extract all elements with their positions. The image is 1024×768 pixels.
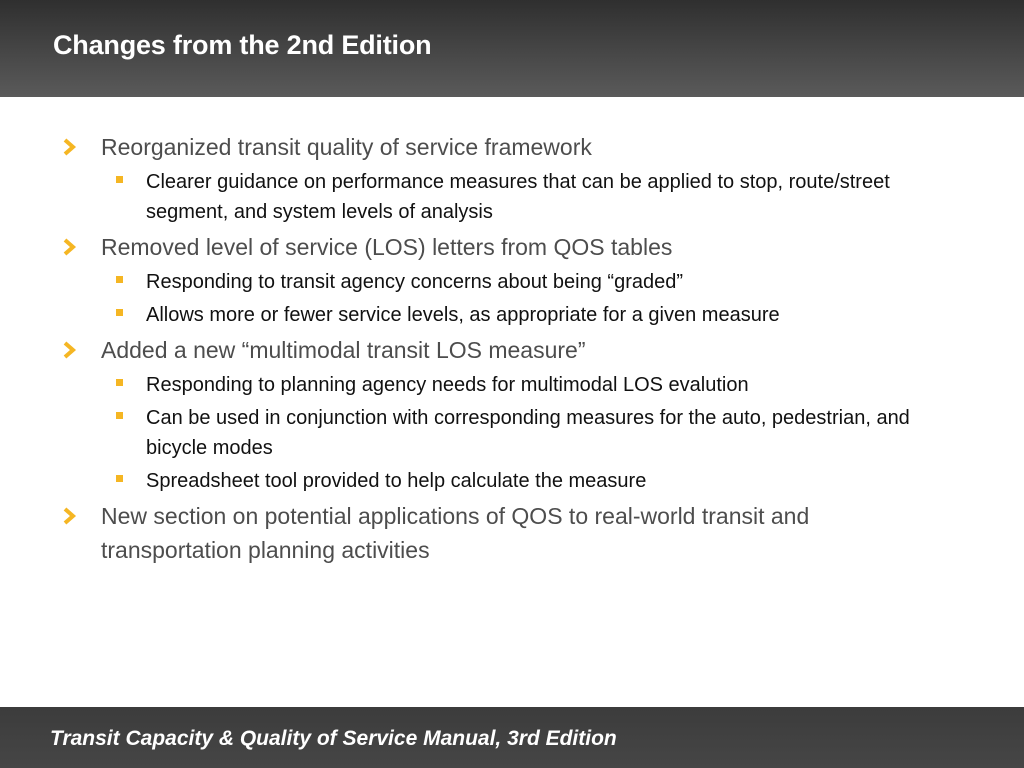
slide-content <box>0 130 1024 567</box>
slide-header <box>0 0 1024 97</box>
sub-bullet-item <box>0 466 1024 496</box>
bullet-item <box>0 333 1024 367</box>
square-bullet-icon <box>116 176 123 183</box>
bullet-text: Removed level of service (LOS) letters from QOS tables <box>101 234 673 260</box>
sub-bullet-item <box>0 403 1024 463</box>
sub-bullet-text: Responding to transit agency concerns about being “graded” <box>146 271 684 293</box>
square-bullet-icon <box>116 276 123 283</box>
bullet-item <box>0 499 1024 567</box>
slide-title: Changes from the 2nd Edition <box>53 30 432 60</box>
sub-bullet-item <box>0 370 1024 400</box>
bullet-text: New section on potential applications of QOS to real-world transit and transportation planning activities <box>101 503 810 563</box>
sub-bullet-text: Clearer guidance on performance measures that can be applied to stop, route/street segment, and system levels of analysis <box>146 171 890 223</box>
sub-bullet-item <box>0 267 1024 297</box>
square-bullet-icon <box>116 475 123 482</box>
chevron-right-icon <box>60 238 78 256</box>
bullet-text: Added a new “multimodal transit LOS measure” <box>101 337 586 363</box>
sub-bullet-text: Can be used in conjunction with corresponding measures for the auto, pedestrian, and bicycle modes <box>146 407 910 459</box>
sub-bullet-text: Responding to planning agency needs for multimodal LOS evalution <box>146 374 749 396</box>
square-bullet-icon <box>116 309 123 316</box>
sub-bullet-item <box>0 167 1024 227</box>
slide-footer <box>0 707 1024 768</box>
sub-bullet-text: Spreadsheet tool provided to help calculate the measure <box>146 470 647 492</box>
bullet-text: Reorganized transit quality of service framework <box>101 134 592 160</box>
chevron-right-icon <box>60 507 78 525</box>
sub-bullet-text: Allows more or fewer service levels, as appropriate for a given measure <box>146 304 780 326</box>
chevron-right-icon <box>60 138 78 156</box>
square-bullet-icon <box>116 379 123 386</box>
sub-bullet-item <box>0 300 1024 330</box>
bullet-item <box>0 230 1024 264</box>
square-bullet-icon <box>116 412 123 419</box>
bullet-item <box>0 130 1024 164</box>
footer-text: Transit Capacity & Quality of Service Manual, 3rd Edition <box>50 727 617 750</box>
chevron-right-icon <box>60 341 78 359</box>
